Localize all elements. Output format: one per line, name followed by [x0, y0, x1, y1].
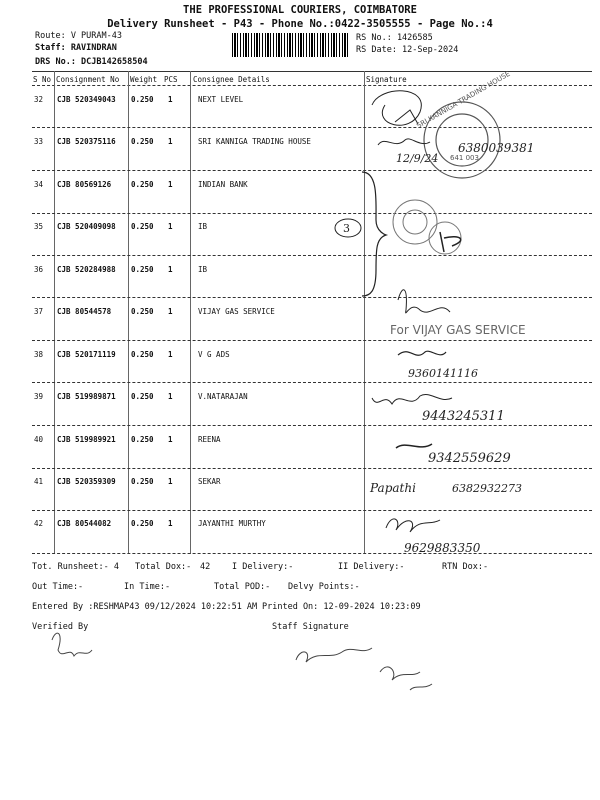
row-pcs: 1: [168, 350, 173, 359]
col-consignee: Consignee Details: [193, 75, 270, 84]
row-pcs: 1: [168, 137, 173, 146]
row-pcs: 1: [168, 307, 173, 316]
runsheet-subtitle: Delivery Runsheet - P43 - Phone No.:0422-3505555 - Page No.:4: [107, 18, 493, 30]
row-sno: 36: [34, 265, 44, 274]
staff-signature-label: Staff Signature: [272, 622, 349, 632]
verified-signature: [52, 633, 92, 656]
row-consignment: CJB 519989871: [57, 392, 116, 401]
row-consignment: CJB 80569126: [57, 180, 112, 189]
col-consignment: Consignment No: [56, 75, 120, 84]
row-pcs: 1: [168, 435, 173, 444]
row-consignment: CJB 519989921: [57, 435, 116, 444]
row-pcs: 1: [168, 392, 173, 401]
row-sno: 40: [34, 435, 44, 444]
row-sno: 34: [34, 180, 44, 189]
row-consignee: REENA: [198, 435, 221, 444]
signature-row40: [396, 444, 432, 448]
tot-runsheet: Tot. Runsheet:- 4: [32, 562, 119, 572]
out-time: Out Time:-: [32, 582, 84, 592]
row-consignment: CJB 80544082: [57, 519, 112, 528]
row-sno: 33: [34, 137, 44, 146]
total-dox-label: Total Dox:-: [135, 562, 192, 572]
staff-signature: [296, 648, 432, 690]
staff-label: Staff: RAVINDRAN: [35, 43, 117, 53]
row-consignment: CJB 520409098: [57, 222, 116, 231]
row-pcs: 1: [168, 477, 173, 486]
row40-phone: 9342559629: [428, 451, 511, 466]
row-consignee: JAYANTHI MURTHY: [198, 519, 266, 528]
drs-number: DRS No.: DCJB142658504: [35, 57, 148, 67]
route-label: Route: V PURAM-43: [35, 31, 122, 41]
row-sno: 38: [34, 350, 44, 359]
verified-by: Verified By: [32, 622, 89, 632]
row-weight: 0.250: [131, 392, 154, 401]
row-consignment: CJB 520359309: [57, 477, 116, 486]
row-sno: 35: [34, 222, 44, 231]
signature-row39: [372, 394, 452, 404]
ii-delivery: II Delivery:-: [338, 562, 405, 572]
rtn-dox: RTN Dox:-: [442, 562, 489, 572]
row-weight: 0.250: [131, 350, 154, 359]
row-weight: 0.250: [131, 137, 154, 146]
in-time: In Time:-: [124, 582, 171, 592]
signature-row37: [398, 290, 450, 313]
row-pcs: 1: [168, 519, 173, 528]
row-consignment: CJB 520349043: [57, 95, 116, 104]
row-consignment: CJB 520284988: [57, 265, 116, 274]
row-consignee: VIJAY GAS SERVICE: [198, 307, 275, 316]
signature-row38: [398, 351, 446, 355]
row-weight: 0.250: [131, 477, 154, 486]
row42-phone: 9629883350: [404, 541, 481, 555]
signature-row35: [440, 232, 461, 252]
row-consignment: CJB 80544578: [57, 307, 112, 316]
row-consignee: IB: [198, 265, 208, 274]
row-consignee: V.NATARAJAN: [198, 392, 248, 401]
stamp-code: 641 003: [450, 154, 479, 162]
row39-phone: 9443245311: [422, 409, 505, 424]
i-delivery: I Delivery:-: [232, 562, 294, 572]
row-consignee: INDIAN BANK: [198, 180, 248, 189]
row-pcs: 1: [168, 180, 173, 189]
row37-stamp-text: For VIJAY GAS SERVICE: [390, 323, 526, 337]
row-consignee: IB: [198, 222, 208, 231]
row-pcs: 1: [168, 95, 173, 104]
row-weight: 0.250: [131, 180, 154, 189]
row41-phone: 6382932273: [452, 482, 522, 495]
bank-stamp: [393, 200, 461, 254]
circled-number-text: 3: [343, 222, 350, 235]
row-sno: 37: [34, 307, 44, 316]
col-pcs: PCS: [164, 75, 178, 84]
row-consignee: SEKAR: [198, 477, 221, 486]
bracket-mark: [362, 172, 386, 296]
row-weight: 0.250: [131, 519, 154, 528]
entered-by: Entered By :RESHMAP43 09/12/2024 10:22:51 AM: [32, 602, 258, 612]
row-consignee: V G ADS: [198, 350, 230, 359]
col-sno: S No: [33, 75, 52, 84]
row-sno: 41: [34, 477, 44, 486]
row38-phone: 9360141116: [408, 367, 478, 380]
delvy-points: Delvy Points:-: [288, 582, 360, 592]
row-weight: 0.250: [131, 307, 154, 316]
rs-number: RS No.: 1426585: [356, 33, 433, 43]
row-sno: 39: [34, 392, 44, 401]
total-dox-value: 42: [200, 562, 211, 572]
row33-date: 12/9/24: [396, 152, 439, 165]
col-signature: Signature: [366, 75, 407, 84]
stamp-name: SRI KANNIGA TRADING HOUSE: [415, 69, 512, 131]
row-sno: 42: [34, 519, 44, 528]
row-consignment: CJB 520171119: [57, 350, 116, 359]
row-weight: 0.250: [131, 222, 154, 231]
row-pcs: 1: [168, 222, 173, 231]
row-consignment: CJB 520375116: [57, 137, 116, 146]
row-consignee: NEXT LEVEL: [198, 95, 244, 104]
total-pod: Total POD:-: [214, 582, 271, 592]
row-consignee: SRI KANNIGA TRADING HOUSE: [198, 137, 311, 146]
signature-row32: [372, 91, 421, 125]
row33-phone: 6380039381: [458, 141, 535, 155]
printed-on: Printed On: 12-09-2024 10:23:09: [262, 602, 421, 612]
row41-name: Papathi: [370, 481, 416, 495]
signature-row42: [386, 519, 440, 532]
rs-date: RS Date: 12-Sep-2024: [356, 45, 459, 55]
row-weight: 0.250: [131, 265, 154, 274]
signature-row33: [378, 139, 430, 145]
col-weight: Weight: [130, 75, 158, 84]
row-pcs: 1: [168, 265, 173, 274]
row-weight: 0.250: [131, 435, 154, 444]
row-sno: 32: [34, 95, 44, 104]
row-weight: 0.250: [131, 95, 154, 104]
company-title: THE PROFESSIONAL COURIERS, COIMBATORE: [183, 4, 417, 16]
